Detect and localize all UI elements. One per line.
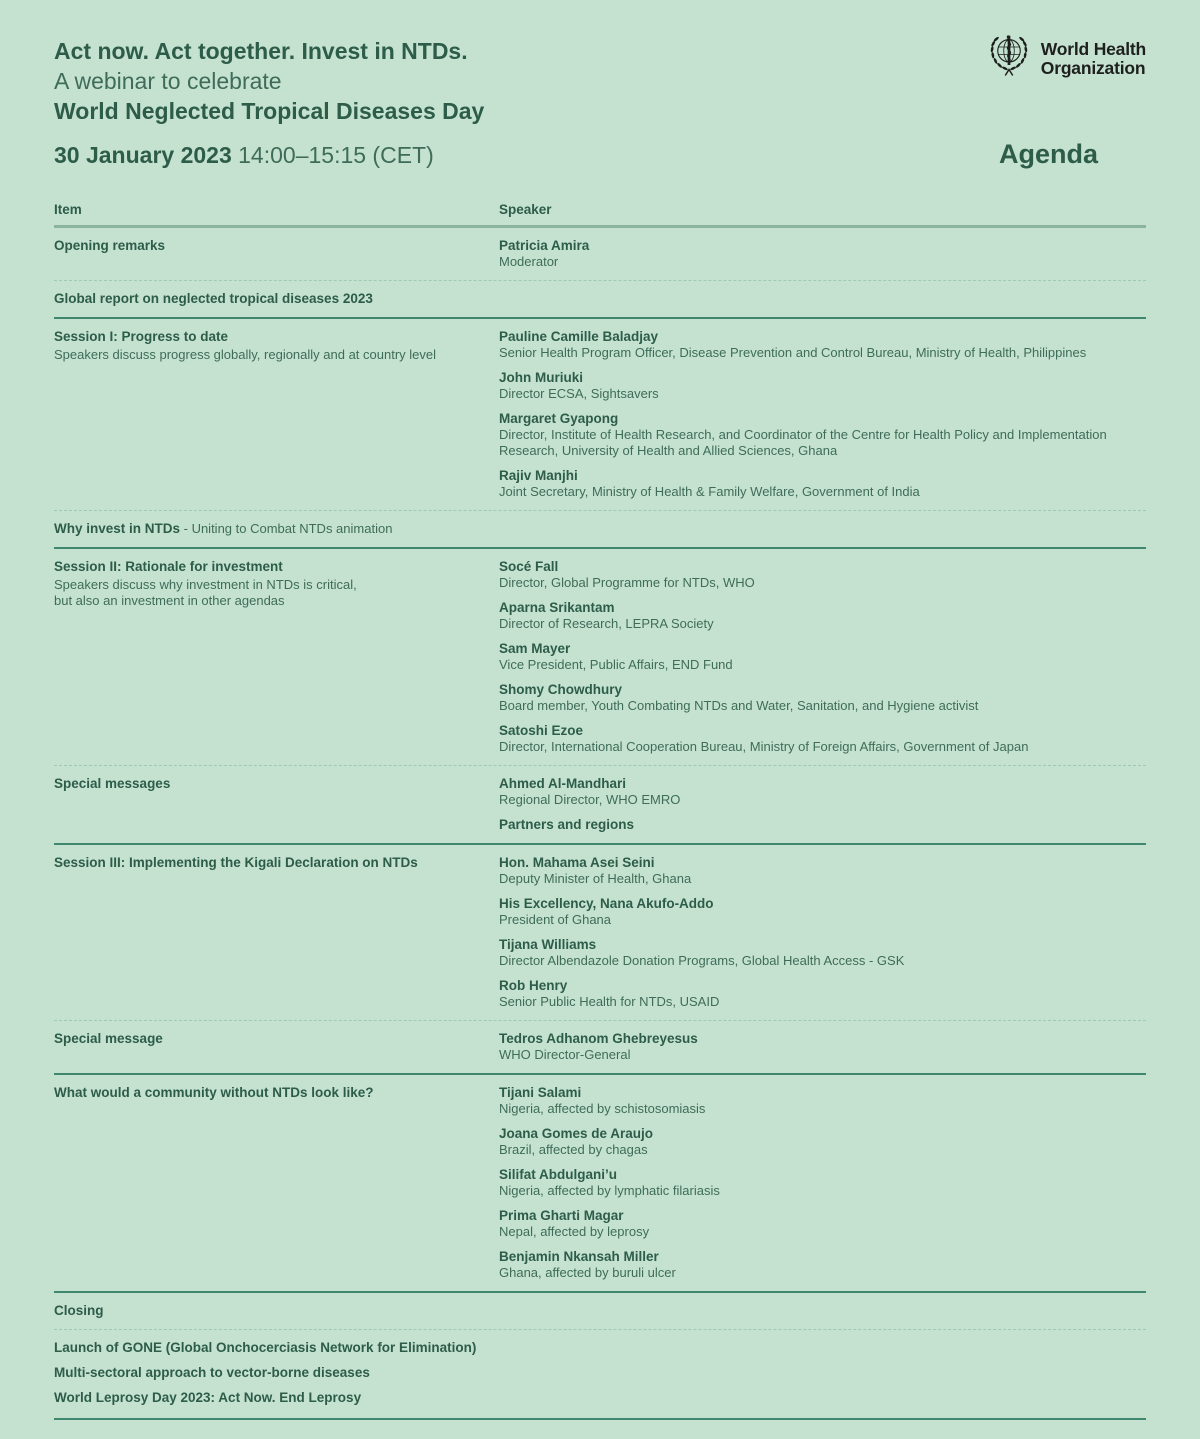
who-logo-line1: World Health: [1040, 38, 1146, 59]
speaker-name: John Muriuki: [499, 370, 583, 385]
event-title: Act now. Act together. Invest in NTDs.: [54, 38, 468, 64]
table-row: [54, 281, 1146, 319]
item-cell: [54, 1085, 499, 1281]
speaker-cell: [499, 329, 1146, 500]
laurel-left: [990, 36, 1008, 71]
speaker-entry: [499, 641, 1146, 673]
event-datetime: [54, 140, 434, 170]
item-cell: [54, 1340, 499, 1408]
speaker-role: Deputy Minister of Health, Ghana: [499, 871, 692, 886]
item-head: [54, 521, 499, 537]
event-date: 30 January 2023: [54, 142, 232, 168]
speaker-role: Director ECSA, Sightsavers: [499, 386, 659, 401]
table-row: [54, 511, 1146, 549]
speaker-role: Senior Health Program Officer, Disease Prevention and Control Bureau, Ministry of Health, Philippines: [499, 345, 1087, 360]
item-title: Global report on neglected tropical diseases 2023: [54, 291, 373, 306]
who-logo: [985, 32, 1146, 85]
speaker-role: Director Albendazole Donation Programs, Global Health Access - GSK: [499, 953, 905, 968]
table-row: [54, 1075, 1146, 1293]
speaker-role: Nepal, affected by leprosy: [499, 1224, 650, 1239]
speaker-role: WHO Director-General: [499, 1047, 631, 1062]
speaker-name: Joana Gomes de Araujo: [499, 1126, 654, 1141]
item-title: Session III: Implementing the Kigali Declaration on NTDs: [54, 855, 418, 870]
item-title: Closing: [54, 1303, 104, 1318]
item-title: What would a community without NTDs look like?: [54, 1085, 374, 1100]
speaker-entry: [499, 855, 1146, 887]
speaker-cell: [499, 776, 1146, 833]
event-subtitle: A webinar to celebrate: [54, 68, 282, 94]
speaker-cell: [499, 1031, 1146, 1063]
table-row: [54, 228, 1146, 281]
speaker-entry: [499, 329, 1146, 361]
speaker-name: Prima Gharti Magar: [499, 1208, 624, 1223]
date-row: [54, 139, 1146, 170]
speaker-cell: [499, 1303, 1146, 1319]
item-cell: [54, 329, 499, 500]
speaker-entry: [499, 600, 1146, 632]
speaker-role: Director, Global Programme for NTDs, WHO: [499, 575, 755, 590]
item-desc: Speakers discuss why investment in NTDs is critical, but also an investment in other agendas: [54, 577, 357, 608]
speaker-entry: [499, 238, 1146, 270]
item-head: [54, 329, 499, 345]
item-cell: [54, 238, 499, 270]
event-title-secondary: World Neglected Tropical Diseases Day: [54, 98, 485, 124]
table-row: [54, 766, 1146, 845]
speaker-role: Vice President, Public Affairs, END Fund: [499, 657, 733, 672]
item-head: [54, 238, 499, 254]
speaker-entry: [499, 1249, 1146, 1281]
speaker-cell: [499, 521, 1146, 537]
speaker-role: Joint Secretary, Ministry of Health & Family Welfare, Government of India: [499, 484, 920, 499]
speaker-name: Rajiv Manjhi: [499, 468, 578, 483]
speaker-entry: [499, 937, 1146, 969]
item-head: [54, 1303, 499, 1319]
table-row: [54, 1021, 1146, 1075]
speaker-name: Socé Fall: [499, 559, 559, 574]
speaker-role: Brazil, affected by chagas: [499, 1142, 648, 1157]
speaker-entry: [499, 776, 1146, 808]
speaker-cell: [499, 238, 1146, 270]
speaker-entry: [499, 411, 1146, 459]
speaker-entry: [499, 1031, 1146, 1063]
item-head: [54, 1085, 499, 1101]
item-head: [54, 855, 499, 871]
item-cell: [54, 559, 499, 755]
item-line: Launch of GONE (Global Onchocerciasis Network for Elimination): [54, 1340, 477, 1355]
speaker-role: Regional Director, WHO EMRO: [499, 792, 681, 807]
table-row: [54, 549, 1146, 766]
agenda-heading: Agenda: [998, 139, 1098, 169]
speaker-role: Nigeria, affected by schistosomiasis: [499, 1101, 706, 1116]
item-head: [54, 776, 499, 792]
item-cell: [54, 291, 499, 307]
speaker-name: Silifat Abdulgani’u: [499, 1167, 617, 1182]
speaker-role: Senior Public Health for NTDs, USAID: [499, 994, 720, 1009]
item-head: [54, 1031, 499, 1047]
table-row: [54, 1330, 1146, 1420]
speaker-entry: [499, 370, 1146, 402]
speaker-name: Pauline Camille Baladjay: [499, 329, 659, 344]
item-desc: Speakers discuss progress globally, regionally and at country level: [54, 347, 437, 362]
item-line: World Leprosy Day 2023: Act Now. End Leprosy: [54, 1390, 362, 1405]
speaker-cell: [499, 1085, 1146, 1281]
item-cell: [54, 521, 499, 537]
laurel-right: [1010, 36, 1028, 71]
who-logo-line2: Organization: [1040, 57, 1146, 78]
speaker-role: Moderator: [499, 254, 559, 269]
column-header-speaker: Speaker: [499, 202, 552, 217]
speaker-name: Tedros Adhanom Ghebreyesus: [499, 1031, 698, 1046]
speaker-name: Ahmed Al-Mandhari: [499, 776, 627, 791]
who-emblem-icon: [985, 32, 1033, 85]
speaker-name: Patricia Amira: [499, 238, 590, 253]
speaker-entry: [499, 1085, 1146, 1117]
speaker-entry: [499, 559, 1146, 591]
item-cell: [54, 1303, 499, 1319]
speaker-name: His Excellency, Nana Akufo-Addo: [499, 896, 714, 911]
speaker-entry: [499, 682, 1146, 714]
speaker-role: Director, Institute of Health Research, and Coordinator of the Centre for Health Policy and Implementation Research, University of Health and Allied Sciences, Ghana: [499, 427, 1107, 458]
item-cell: [54, 1031, 499, 1063]
speaker-entry: [499, 723, 1146, 755]
speaker-role: Ghana, affected by buruli ulcer: [499, 1265, 676, 1280]
speaker-entry: [499, 817, 1146, 833]
speaker-name: Tijana Williams: [499, 937, 597, 952]
speaker-name: Margaret Gyapong: [499, 411, 619, 426]
masthead: [54, 36, 1146, 126]
speaker-name: Hon. Mahama Asei Seini: [499, 855, 655, 870]
item-suffix: - Uniting to Combat NTDs animation: [180, 521, 393, 536]
agenda-table: [54, 202, 1146, 1420]
item-title: Why invest in NTDs: [54, 521, 181, 536]
speaker-role: Director, International Cooperation Bureau, Ministry of Foreign Affairs, Government of Japan: [499, 739, 1029, 754]
item-head: [54, 559, 499, 575]
speaker-cell: [499, 291, 1146, 307]
speaker-cell: [499, 1340, 1146, 1408]
event-titles: [54, 36, 484, 126]
speaker-entry: [499, 1167, 1146, 1199]
speaker-name: Partners and regions: [499, 817, 635, 832]
speaker-name: Aparna Srikantam: [499, 600, 615, 615]
speaker-role: President of Ghana: [499, 912, 612, 927]
speaker-name: Rob Henry: [499, 978, 568, 993]
table-row: [54, 845, 1146, 1021]
speaker-role: Director of Research, LEPRA Society: [499, 616, 714, 631]
column-header-item: Item: [54, 202, 82, 217]
agenda-rows: [54, 228, 1146, 1420]
item-title: Session II: Rationale for investment: [54, 559, 283, 574]
speaker-cell: [499, 855, 1146, 1010]
speaker-name: Benjamin Nkansah Miller: [499, 1249, 659, 1264]
item-cell: [54, 855, 499, 1010]
table-row: [54, 1293, 1146, 1330]
speaker-name: Satoshi Ezoe: [499, 723, 584, 738]
item-title: Session I: Progress to date: [54, 329, 229, 344]
speaker-entry: [499, 468, 1146, 500]
item-cell: [54, 776, 499, 833]
speaker-entry: [499, 1208, 1146, 1240]
item-title: Opening remarks: [54, 238, 166, 253]
table-header-row: [54, 202, 1146, 228]
speaker-name: Tijani Salami: [499, 1085, 582, 1100]
speaker-name: Shomy Chowdhury: [499, 682, 623, 697]
speaker-role: Board member, Youth Combating NTDs and Water, Sanitation, and Hygiene activist: [499, 698, 979, 713]
event-time: 14:00–15:15 (CET): [231, 142, 434, 168]
table-row: [54, 319, 1146, 511]
item-title: Special messages: [54, 776, 171, 791]
who-logo-text: [1041, 40, 1146, 78]
speaker-entry: [499, 978, 1146, 1010]
item-head: [54, 291, 499, 307]
item-line: Multi-sectoral approach to vector-borne diseases: [54, 1365, 370, 1380]
speaker-entry: [499, 1126, 1146, 1158]
speaker-name: Sam Mayer: [499, 641, 571, 656]
speaker-role: Nigeria, affected by lymphatic filariasis: [499, 1183, 720, 1198]
speaker-cell: [499, 559, 1146, 755]
item-title: Special message: [54, 1031, 163, 1046]
speaker-entry: [499, 896, 1146, 928]
